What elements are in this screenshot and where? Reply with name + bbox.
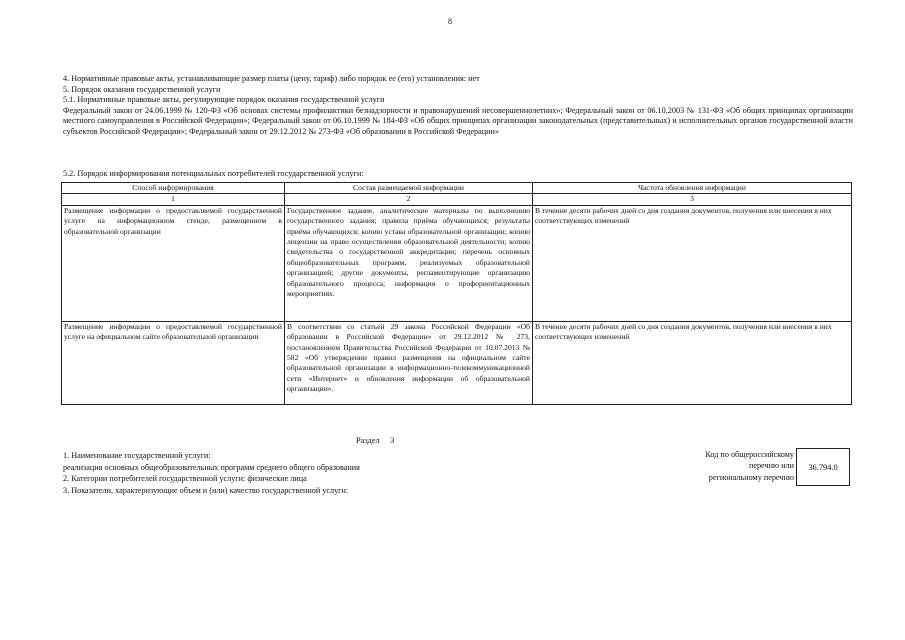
paragraph-service-order: 5. Порядок оказания государственной услуги	[63, 84, 221, 94]
header-method: Способ информирования	[62, 183, 285, 194]
column-number: 1	[62, 194, 285, 205]
normative-section	[63, 74, 853, 138]
table-row	[62, 205, 852, 321]
cell-method: Размещение информации о предоставляемой государственной услуге на официальном сайте образовательной организации	[62, 321, 285, 404]
section-number: 3	[390, 436, 395, 445]
paragraph-regulating-acts: 5.1. Нормативные правовые акты, регулирующие порядок оказания государственной услуги	[63, 95, 385, 105]
cell-content: В соответствии со статьей 29 закона Российской Федерации «Об образовании в Российской Федерации» от 29.12.2012 № 273, постановлением Правительства Российской Федерации от 10.07.2013 № 582 «Об утверждении правил размещения на официальном сайте образовательной организации в информационно-телекоммуникационной сети «Интернет» и обновления информации об образовательной организации».	[285, 321, 533, 404]
information-table	[61, 182, 852, 405]
cell-frequency: В течение десяти рабочих дней со дня создания документов, получения или внесения в них соответствующих изменений	[533, 205, 852, 321]
cell-frequency: В течение десяти рабочих дней со дня создания документов, получения или внесения в них соответствующих изменений	[533, 321, 852, 404]
cell-content: Государственное задание, аналитические материалы по выполнению государственного задания; правила приёма обучающихся; результаты приёма обучающихся; копию устава образовательной организации; копию лицензии на право осуществления образовательной деятельности; копию свидетельства о государственной аккредитации; перечень основных общеобразовательных программ, реализуемых образовательной организацией; другие документы, регламентирующие организацию образовательного процесса; информация о профориентационных мероприятиях.	[285, 205, 533, 321]
service-indicators: 3. Показатели, характеризующие объем и (или) качество государственной услуги:	[63, 485, 349, 495]
section-heading	[356, 436, 394, 445]
paragraph-law-list: Федеральный закон от 24.06.1999 № 120-ФЗ «Об основах системы профилактики безнадзорности и правонарушений несовершеннолетних»; Федеральный закон от 06.10.2003 № 131-ФЗ «Об общих принципах организации местного самоуправления в Российской Федерации»; Федеральный закон от 06.10.1999 № 184-ФЗ «Об общих принципах организации законодательных (представительных) и исполнительных органов государственной власти субъектов Российской Федерации»; Федеральный закон от 29.12.2012 № 273-ФЗ «Об образовании в Российской Федерации»	[63, 105, 853, 136]
registry-code-box	[796, 448, 850, 486]
paragraph-fee-acts: 4. Нормативные правовые акты, устанавливающие размер платы (цену, тариф) либо порядок ее (его) установления: нет	[63, 74, 480, 83]
table-row	[62, 321, 852, 404]
header-frequency: Частота обновления информации	[533, 183, 852, 194]
service-name-value: реализация основных общеобразовательных программ среднего общего образования	[63, 462, 360, 472]
paragraph-inform-order: 5.2. Порядок информирования потенциальных потребителей государственной услуги:	[63, 169, 364, 178]
service-description	[63, 450, 663, 496]
registry-code-label-line: региональному перечню	[708, 472, 794, 482]
table-header-row	[62, 183, 852, 194]
column-number: 3	[533, 194, 852, 205]
service-category: 2. Категории потребителей государственной услуги: физические лица	[63, 474, 307, 483]
column-number: 2	[285, 194, 533, 205]
service-name-label: 1. Наименование государственной услуги:	[63, 451, 211, 460]
section-word: Раздел	[356, 436, 380, 445]
registry-code-label	[680, 449, 794, 483]
registry-code-label-line: перечню или	[748, 461, 794, 471]
header-content: Состав размещаемой информации	[285, 183, 533, 194]
page-number: 8	[448, 17, 452, 26]
table-number-row	[62, 194, 852, 205]
registry-code-value: 36.794.0	[808, 462, 838, 472]
registry-code-label-line: Код по общероссийскому	[705, 450, 794, 459]
cell-method: Размещение информации о предоставляемой государственной услуге на информационном стенде, размещенном в образовательной организации	[62, 205, 285, 321]
